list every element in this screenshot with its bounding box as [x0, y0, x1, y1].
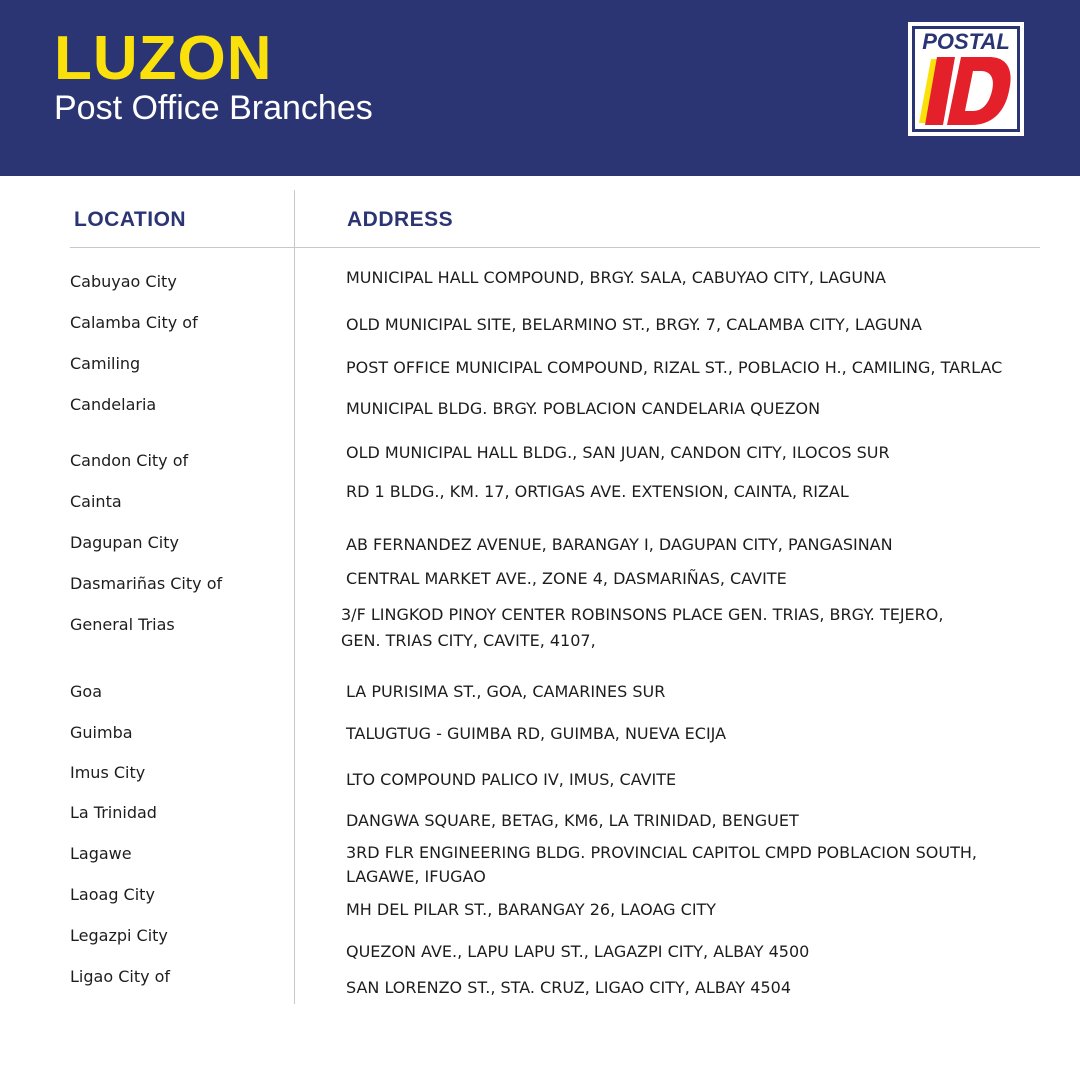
address-cell: 3RD FLR ENGINEERING BLDG. PROVINCIAL CAPITOL CMPD POBLACION SOUTH,	[346, 843, 977, 862]
location-cell: Guimba	[70, 723, 133, 742]
address-cell: AB FERNANDEZ AVENUE, BARANGAY I, DAGUPAN CITY, PANGASINAN	[346, 535, 893, 554]
column-divider	[294, 190, 295, 1004]
postal-id-logo	[908, 22, 1024, 136]
address-cell: LA PURISIMA ST., GOA, CAMARINES SUR	[346, 682, 666, 701]
address-cell: MUNICIPAL BLDG. BRGY. POBLACION CANDELARIA QUEZON	[346, 399, 821, 418]
address-cell: RD 1 BLDG., KM. 17, ORTIGAS AVE. EXTENSION, CAINTA, RIZAL	[346, 482, 849, 501]
location-cell: Legazpi City	[70, 926, 168, 945]
address-cell: QUEZON AVE., LAPU LAPU ST., LAGAZPI CITY, ALBAY 4500	[346, 942, 810, 961]
address-cell: LTO COMPOUND PALICO IV, IMUS, CAVITE	[346, 770, 677, 789]
location-cell: Dagupan City	[70, 533, 179, 552]
address-cell: POST OFFICE MUNICIPAL COMPOUND, RIZAL ST., POBLACIO H., CAMILING, TARLAC	[346, 358, 1003, 377]
address-cell: TALUGTUG - GUIMBA RD, GUIMBA, NUEVA ECIJA	[346, 724, 727, 743]
location-cell: Candon City of	[70, 451, 189, 470]
header-banner	[0, 0, 1080, 176]
address-cell: 3/F LINGKOD PINOY CENTER ROBINSONS PLACE GEN. TRIAS, BRGY. TEJERO,	[341, 605, 944, 624]
address-cell: OLD MUNICIPAL HALL BLDG., SAN JUAN, CANDON CITY, ILOCOS SUR	[346, 443, 890, 462]
location-cell: Cainta	[70, 492, 122, 511]
logo-wordmark: POSTAL	[922, 29, 1010, 54]
location-cell: Candelaria	[70, 395, 157, 414]
id-logo-icon	[917, 53, 1015, 127]
location-cell: Laoag City	[70, 885, 155, 904]
location-cell: Ligao City of	[70, 967, 171, 986]
address-cell: SAN LORENZO ST., STA. CRUZ, LIGAO CITY, ALBAY 4504	[346, 978, 791, 997]
page-title: LUZON	[54, 24, 273, 93]
location-cell: Camiling	[70, 354, 141, 373]
header-divider	[70, 247, 1040, 248]
location-cell: Imus City	[70, 763, 146, 782]
location-cell: General Trias	[70, 615, 175, 634]
address-cell: MH DEL PILAR ST., BARANGAY 26, LAOAG CITY	[346, 900, 717, 919]
column-header-address: ADDRESS	[347, 208, 454, 231]
location-cell: Calamba City of	[70, 313, 198, 332]
location-cell: Dasmariñas City of	[70, 574, 223, 593]
address-cell-line-2: GEN. TRIAS CITY, CAVITE, 4107,	[341, 631, 596, 650]
location-cell: Cabuyao City	[70, 272, 177, 291]
logo-frame	[912, 26, 1020, 132]
location-cell: Lagawe	[70, 844, 132, 863]
address-cell: DANGWA SQUARE, BETAG, KM6, LA TRINIDAD, BENGUET	[346, 811, 799, 830]
location-cell: La Trinidad	[70, 803, 157, 822]
address-cell: OLD MUNICIPAL SITE, BELARMINO ST., BRGY. 7, CALAMBA CITY, LAGUNA	[346, 315, 922, 334]
address-cell: MUNICIPAL HALL COMPOUND, BRGY. SALA, CABUYAO CITY, LAGUNA	[346, 268, 886, 287]
location-cell: Goa	[70, 682, 102, 701]
address-cell: CENTRAL MARKET AVE., ZONE 4, DASMARIÑAS, CAVITE	[346, 569, 787, 588]
page-subtitle: Post Office Branches	[54, 89, 373, 127]
address-cell-line-2: LAGAWE, IFUGAO	[346, 867, 486, 886]
column-header-location: LOCATION	[74, 208, 187, 231]
